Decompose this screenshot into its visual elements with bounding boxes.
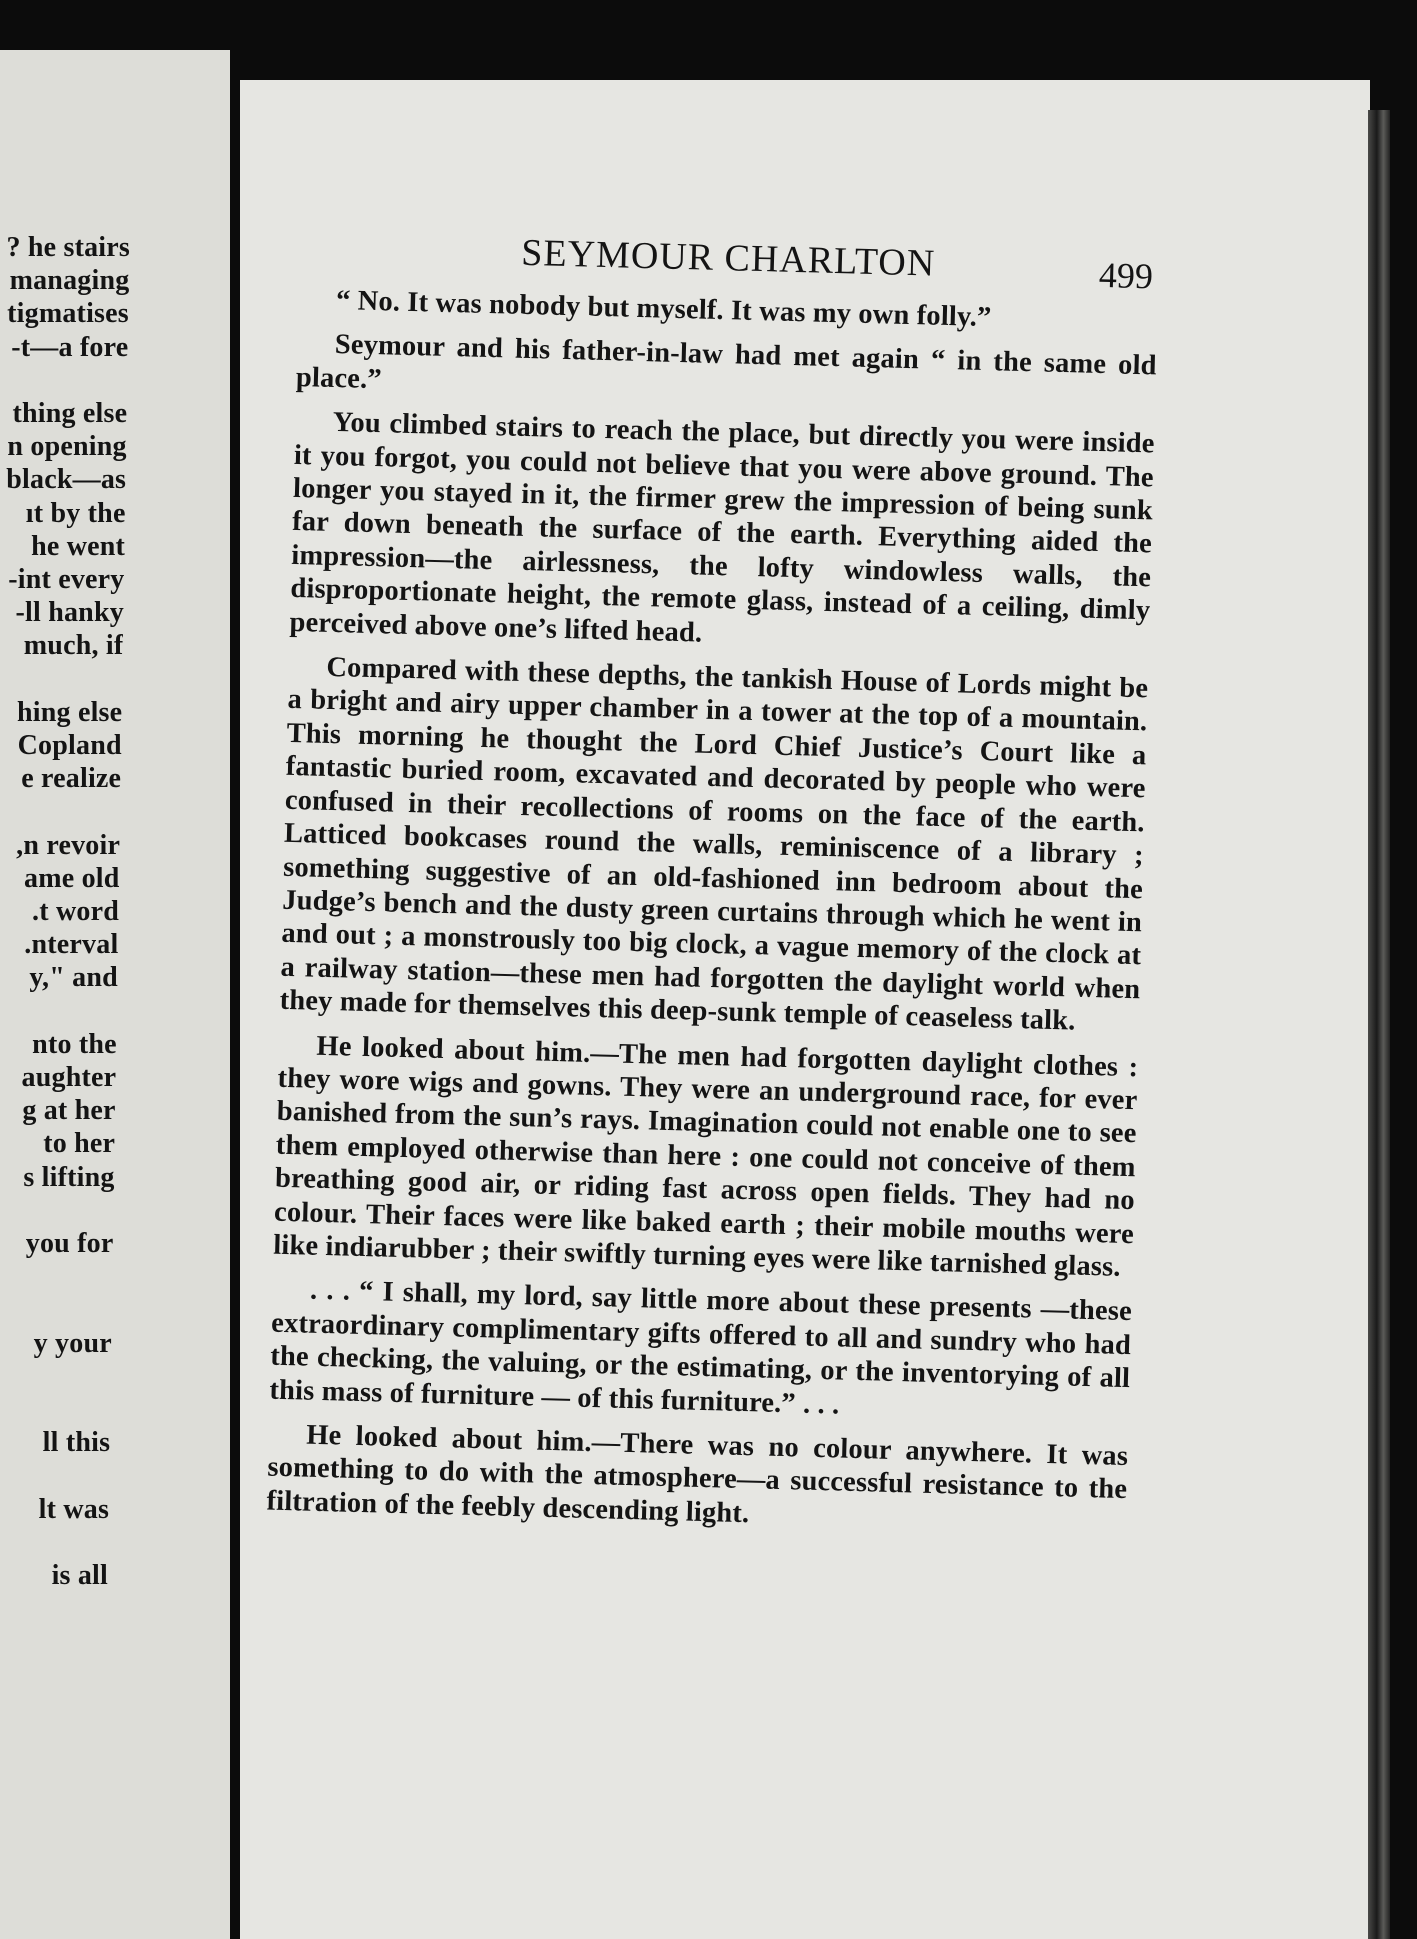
previous-page-line: t—a fore- bbox=[11, 331, 129, 363]
previous-page-line: black—as bbox=[6, 464, 127, 496]
previous-page-line: aughter bbox=[21, 1062, 117, 1093]
previous-page-line: s lifting bbox=[23, 1161, 115, 1193]
previous-page-line: much, if bbox=[23, 630, 124, 662]
previous-page-line: is all bbox=[51, 1560, 108, 1591]
previous-page-line: y," and bbox=[29, 962, 118, 994]
paragraph: Seymour and his father-in-law had met again “ in the same old place.” bbox=[295, 329, 1157, 395]
previous-page-line: tigmatises bbox=[7, 298, 129, 330]
previous-page-line: ame old bbox=[24, 862, 120, 894]
running-head: SEYMOUR CHARLTON bbox=[520, 231, 936, 285]
previous-page-line: ll this bbox=[42, 1427, 111, 1459]
previous-page-line: nterval. bbox=[24, 929, 119, 961]
previous-page-line: y your bbox=[33, 1327, 112, 1359]
previous-page-line: nto the bbox=[32, 1028, 117, 1060]
previous-page-line: thing else bbox=[12, 398, 128, 429]
paragraph: Compared with these depths, the tankish House of Lords might be a bright and airy upper chamber in a tower at the top of a mountain. This morning he thought the Lord Chief Justice’s Court like a fantastic buried room, excavated and decorated by people who were confused in their recollections of rooms on the face of the earth. Latticed bookcases round the walls, reminiscence of a library ; something suggestive of an old-fashioned inn bedroom about the Judge’s bench and the dusty green curtains through which he went in and out ; a monstrously too big clock, a vague memory of the clock at a railway station—these men had forgotten the daylight world when they made for themselves this deep-sunk temple of ceaseless talk. bbox=[279, 651, 1149, 1037]
paragraph: “ No. It was nobody but myself. It was my own folly.” bbox=[335, 284, 992, 334]
previous-page-line: ll hanky- bbox=[15, 597, 124, 629]
previous-page-line: he went bbox=[31, 530, 126, 562]
previous-page-line: g at her bbox=[22, 1095, 116, 1127]
previous-page-line: managing bbox=[9, 265, 130, 297]
previous-page-line: ıt by the bbox=[25, 497, 126, 529]
book-page-edge bbox=[1368, 110, 1390, 1939]
page-number: 499 bbox=[1098, 254, 1154, 297]
paragraph: . . . “ I shall, my lord, say little more about these presents —these extraordinary complimentary gifts offered to all and sundry who had the checking, the valuing, or the estimating, or the inventorying of all this mass of furniture — of this furniture.” . . . bbox=[269, 1275, 1133, 1421]
previous-page-line: n opening bbox=[7, 431, 127, 463]
previous-page-line: hing else bbox=[17, 696, 123, 728]
previous-page-line: n revoir, bbox=[16, 829, 121, 861]
previous-page-line: e realize bbox=[21, 763, 122, 795]
previous-page-line: you for bbox=[25, 1228, 114, 1259]
paragraph: You climbed stairs to reach the place, but directly you were inside it you forgot, you could not believe that you were above ground. The longer you stayed in it, the firmer grew the impression of being sunk far down beneath the surface of the earth. Everything aided the impression—the airlessness, the lofty windowless walls, the disproportionate height, the remote glass, instead of a ceiling, dimly perceived above one’s lifted head. bbox=[289, 407, 1155, 649]
previous-page-line: int every- bbox=[8, 564, 125, 595]
previous-page-line: Copland bbox=[17, 730, 122, 761]
page-text-block bbox=[266, 225, 1160, 1551]
paragraph: He looked about him.—The men had forgotten daylight clothes : they wore wigs and gowns. They were an underground race, for ever banished from the sun’s rays. Imagination could not enable one to see them employed otherwise than here : one could not conceive of them breathing good air, or riding fast across open fields. They had no colour. Their faces were like baked earth ; their mobile mouths were like indiarubber ; their swiftly turning eyes were like tarnished glass. bbox=[272, 1030, 1139, 1283]
previous-page-line: he stairs ? bbox=[6, 232, 130, 263]
paragraph: He looked about him.—There was no colour anywhere. It was something to do with the atmosphere—a successful resistance to the filtration of the feebly descending light. bbox=[266, 1419, 1129, 1530]
previous-page-line: lt was bbox=[38, 1493, 110, 1525]
previous-page-line: to her bbox=[43, 1128, 116, 1160]
previous-page-line: t word. bbox=[32, 896, 119, 927]
